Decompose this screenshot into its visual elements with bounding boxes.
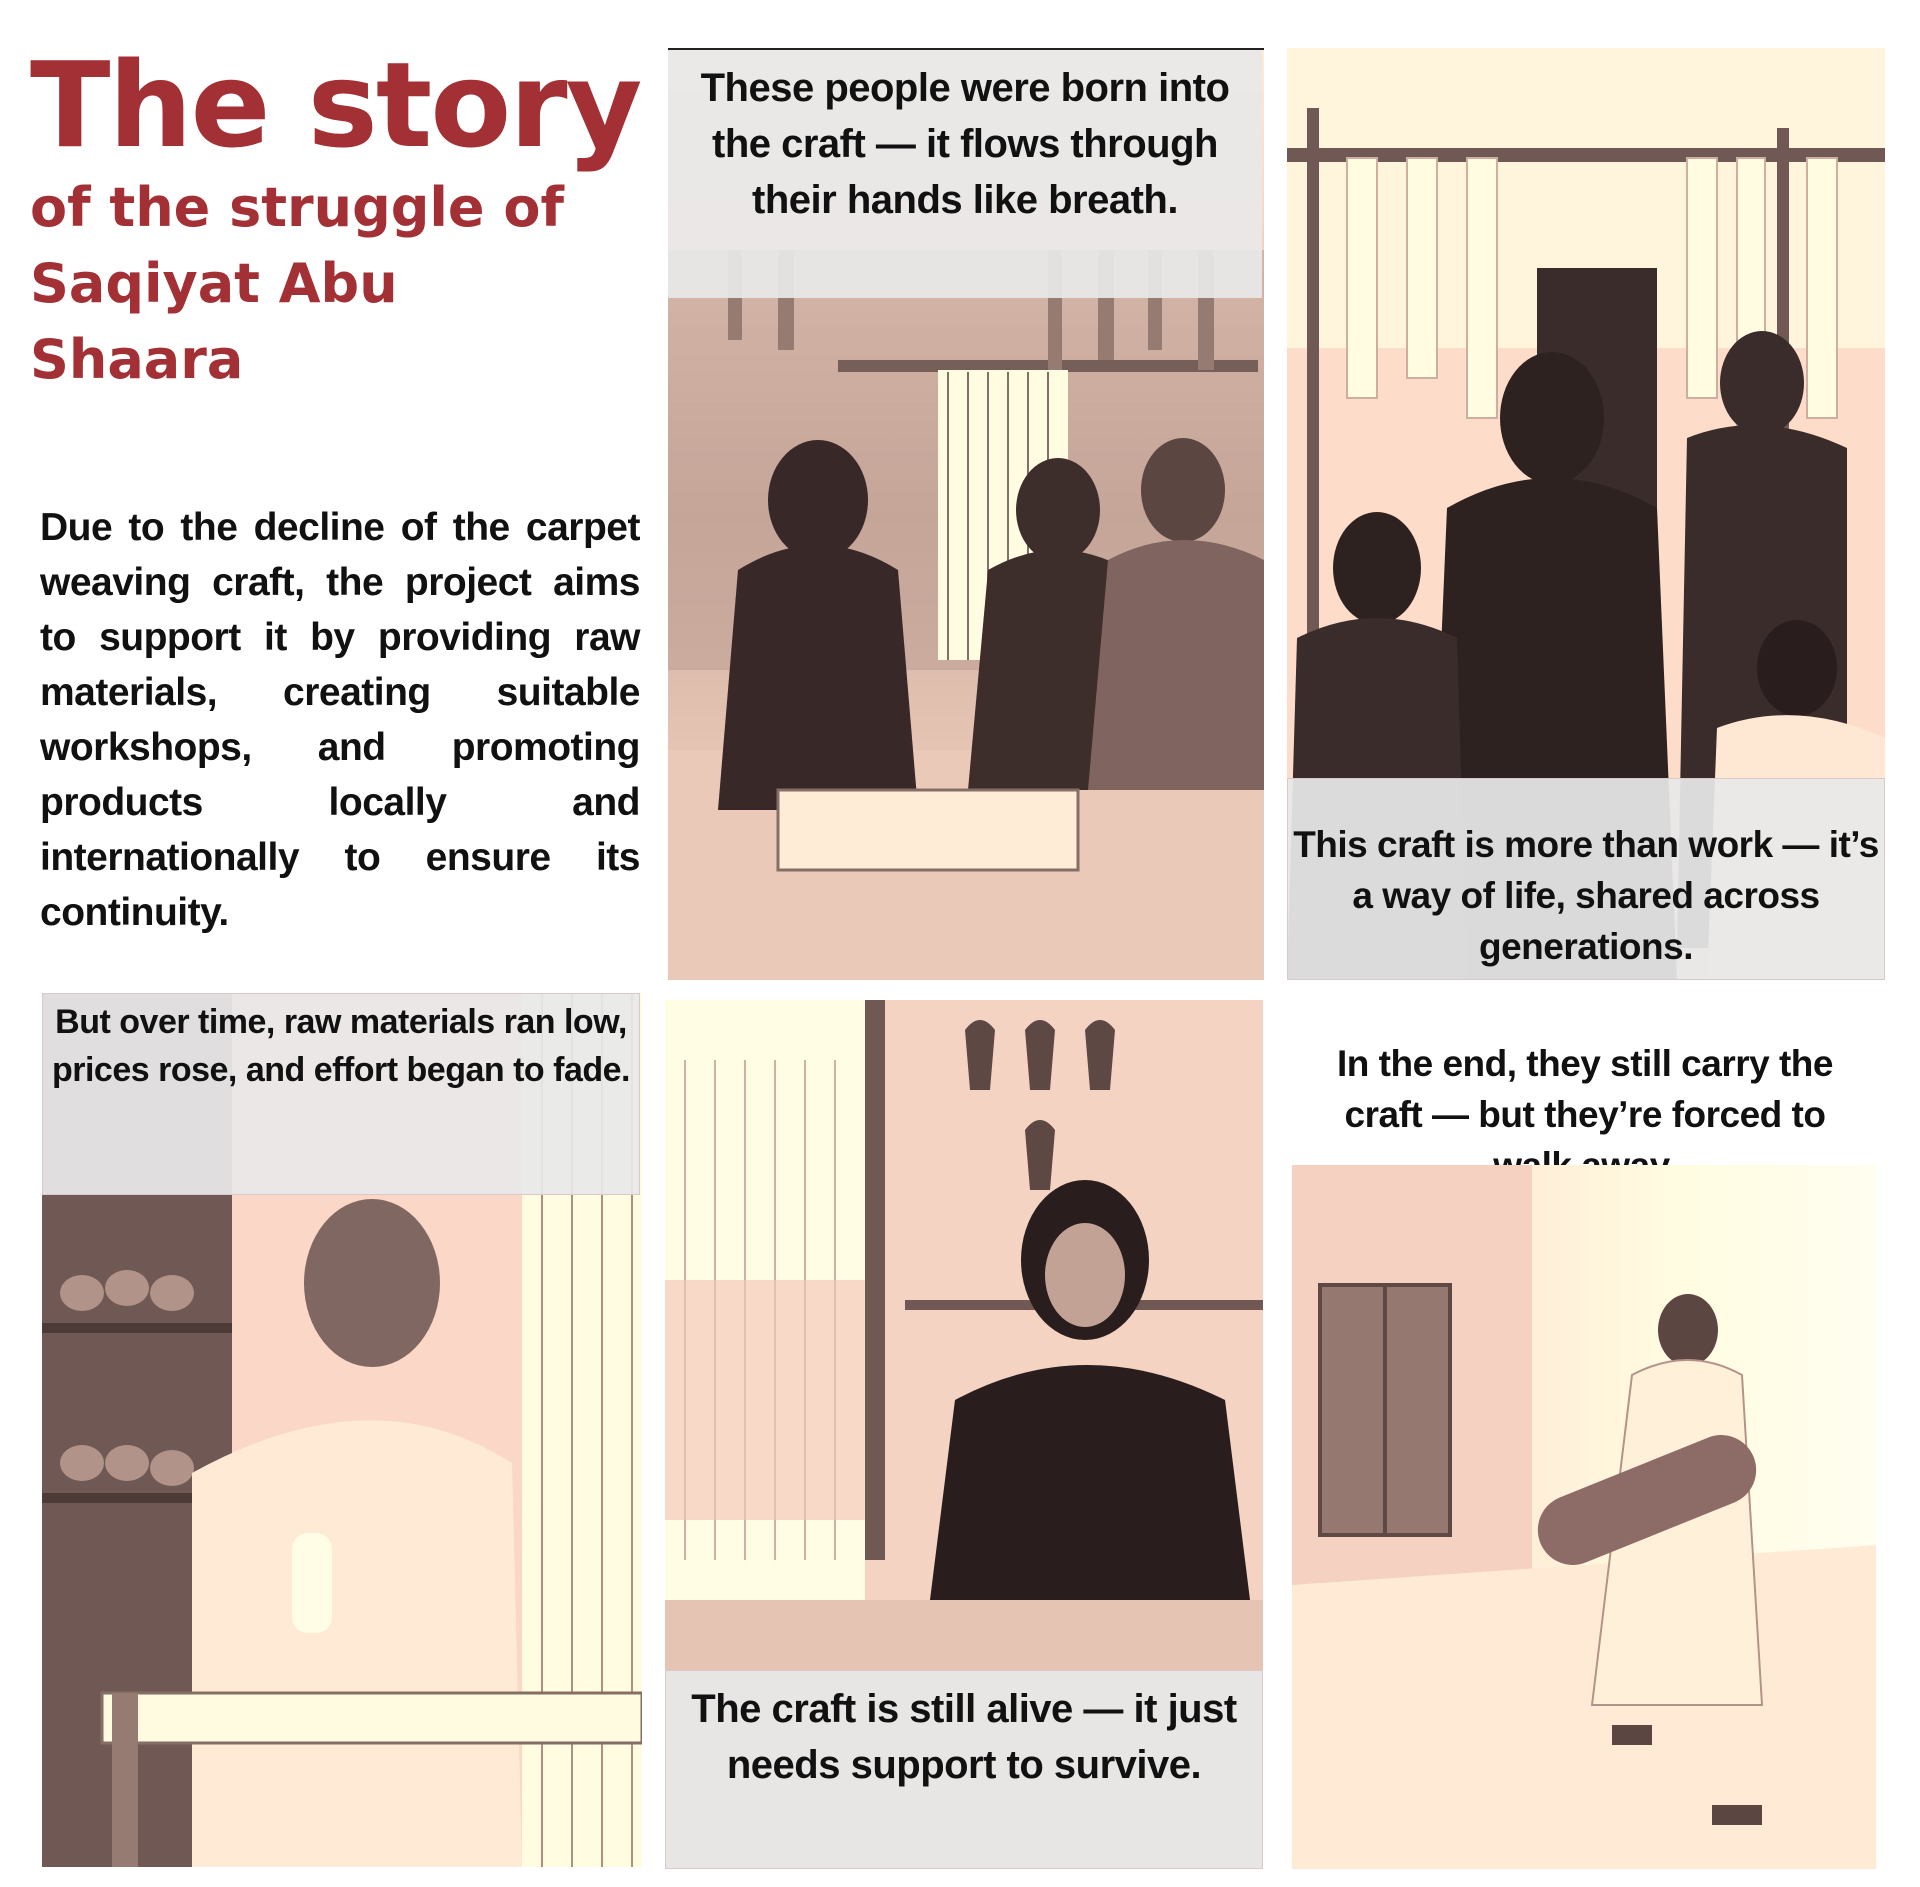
panel-caption-1: These people were born into the craft — it flows through their hands like breath. xyxy=(668,50,1262,298)
panel-women-weaving xyxy=(668,48,1264,980)
page-subtitle-line-2: Saqiyat Abu xyxy=(30,252,398,315)
panel-support xyxy=(665,1000,1263,1869)
panel-raw-materials xyxy=(42,993,642,1867)
title-block xyxy=(30,36,650,398)
panel-caption-3: But over time, raw materials ran low, prices rose, and effort began to fade. xyxy=(42,993,640,1195)
page-subtitle-line-1: of the struggle of xyxy=(30,176,564,239)
panel-walk-away xyxy=(1292,1165,1876,1869)
panel-caption-4: The craft is still alive — it just needs support to survive. xyxy=(665,1670,1263,1869)
panel-caption-2: This craft is more than work — it’s a way of life, shared across generations. xyxy=(1287,778,1885,980)
man-walking-photo xyxy=(1292,1165,1876,1869)
panel-generations xyxy=(1287,48,1885,980)
intro-paragraph: Due to the decline of the carpet weaving craft, the project aims to support it by providing raw materials, creating suitable workshops, and promoting products locally and internationally to ensure its continuity. xyxy=(40,506,640,934)
page-title: The story xyxy=(30,36,641,174)
page-subtitle-line-3: Shaara xyxy=(30,328,244,391)
panel-caption-5: In the end, they still carry the craft — but they’re forced to xyxy=(1337,1043,1833,1135)
